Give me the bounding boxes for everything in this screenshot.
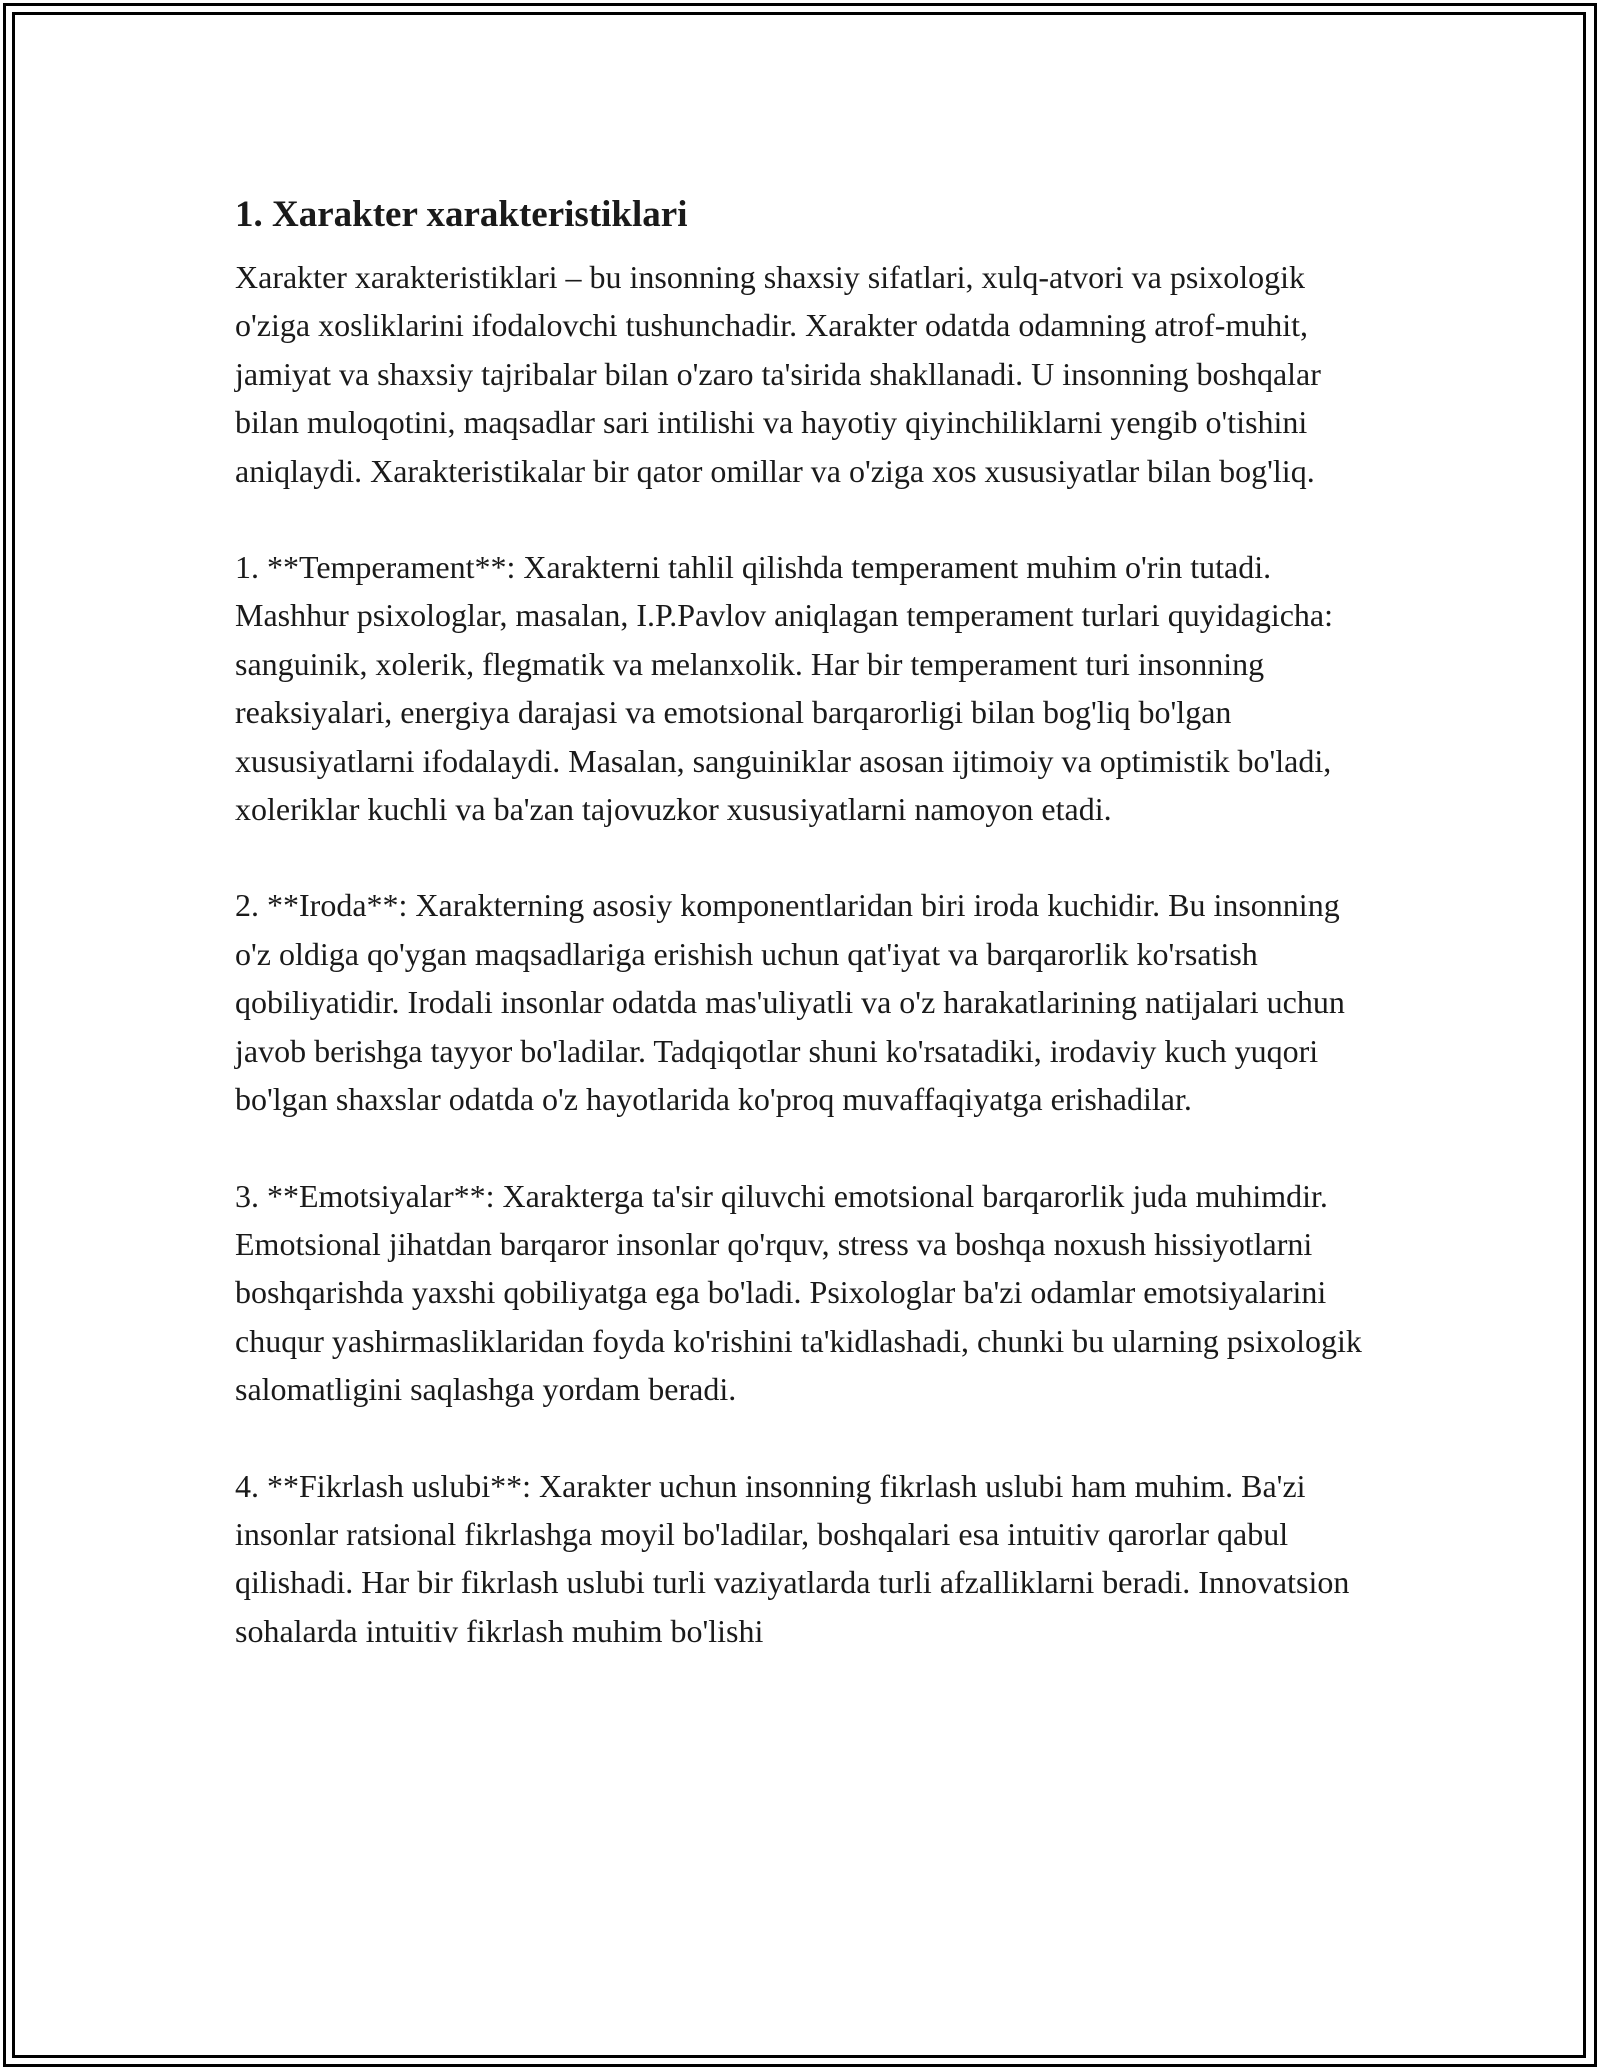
iroda-paragraph: 2. **Iroda**: Xarakterning asosiy komponentlaridan biri iroda kuchidir. Bu insonning o'z oldiga qo'ygan maqsadlariga erishish uchun qat'iyat va barqarorlik ko'rsatish qobiliyatidir. Irodali insonlar odatda mas'uliyatli va o'z harakatlarining natijalari uchun javob berishga tayyor bo'ladilar. Tadqiqotlar shuni ko'rsatadiki, irodaviy kuch yuqori bo'lgan shaxslar odatda o'z hayotlarida ko'proq muvaffaqiyatga erishadilar. <box>235 887 1345 1118</box>
section-heading: 1. Xarakter xarakteristiklari <box>235 194 688 235</box>
intro-paragraph: Xarakter xarakteristiklari – bu insonning shaxsiy sifatlari, xulq-atvori va psixologik o'ziga xosliklarini ifodalovchi tushunchadir. Xarakter odatda odamning atrof-muhit, jamiyat va shaxsiy tajribalar bilan o'zaro ta'sirida shakllanadi. U insonning boshqalar bilan muloqotini, maqsadlar sari intilishi va hayotiy qiyinchiliklarni yengib o'tishini aniqlaydi. Xarakteristikalar bir qator omillar va o'ziga xos xususiyatlar bilan bog'liq. <box>235 259 1321 489</box>
emotsiyalar-paragraph: 3. **Emotsiyalar**: Xarakterga ta'sir qiluvchi emotsional barqarorlik juda muhimdir. Emotsional jihatdan barqaror insonlar qo'rquv, stress va boshqa noxush hissiyotlarni boshqarishda yaxshi qobiliyatga ega bo'ladi. Psixologlar ba'zi odamlar emotsiyalarini chuqur yashirmasliklaridan foyda ko'rishini ta'kidlashadi, chunki bu ularning psixologik salomatligini saqlashga yordam beradi. <box>235 1177 1362 1408</box>
temperament-paragraph: 1. **Temperament**: Xarakterni tahlil qilishda temperament muhim o'rin tutadi. Mashhur psixologlar, masalan, I.P.Pavlov aniqlagan temperament turlari quyidagicha: sanguinik, xolerik, flegmatik va melanxolik. Har bir temperament turi insonning reaksiyalari, energiya darajasi va emotsional barqarorligi bilan bog'liq bo'lgan xususiyatlarni ifodalaydi. Masalan, sanguiniklar asosan ijtimoiy va optimistik bo'ladi, xoleriklar kuchli va ba'zan tajovuzkor xususiyatlarni namoyon etadi. <box>235 549 1333 828</box>
fikrlash-uslubi-paragraph: 4. **Fikrlash uslubi**: Xarakter uchun insonning fikrlash uslubi ham muhim. Ba'zi insonlar ratsional fikrlashga moyil bo'ladilar, boshqalari esa intuitiv qarorlar qabul qilishadi. Har bir fikrlash uslubi turli vaziyatlarda turli afzalliklarni beradi. Innovatsion sohalarda intuitiv fikrlash muhim bo'lishi <box>235 1467 1350 1649</box>
document-body <box>235 185 1370 1703</box>
